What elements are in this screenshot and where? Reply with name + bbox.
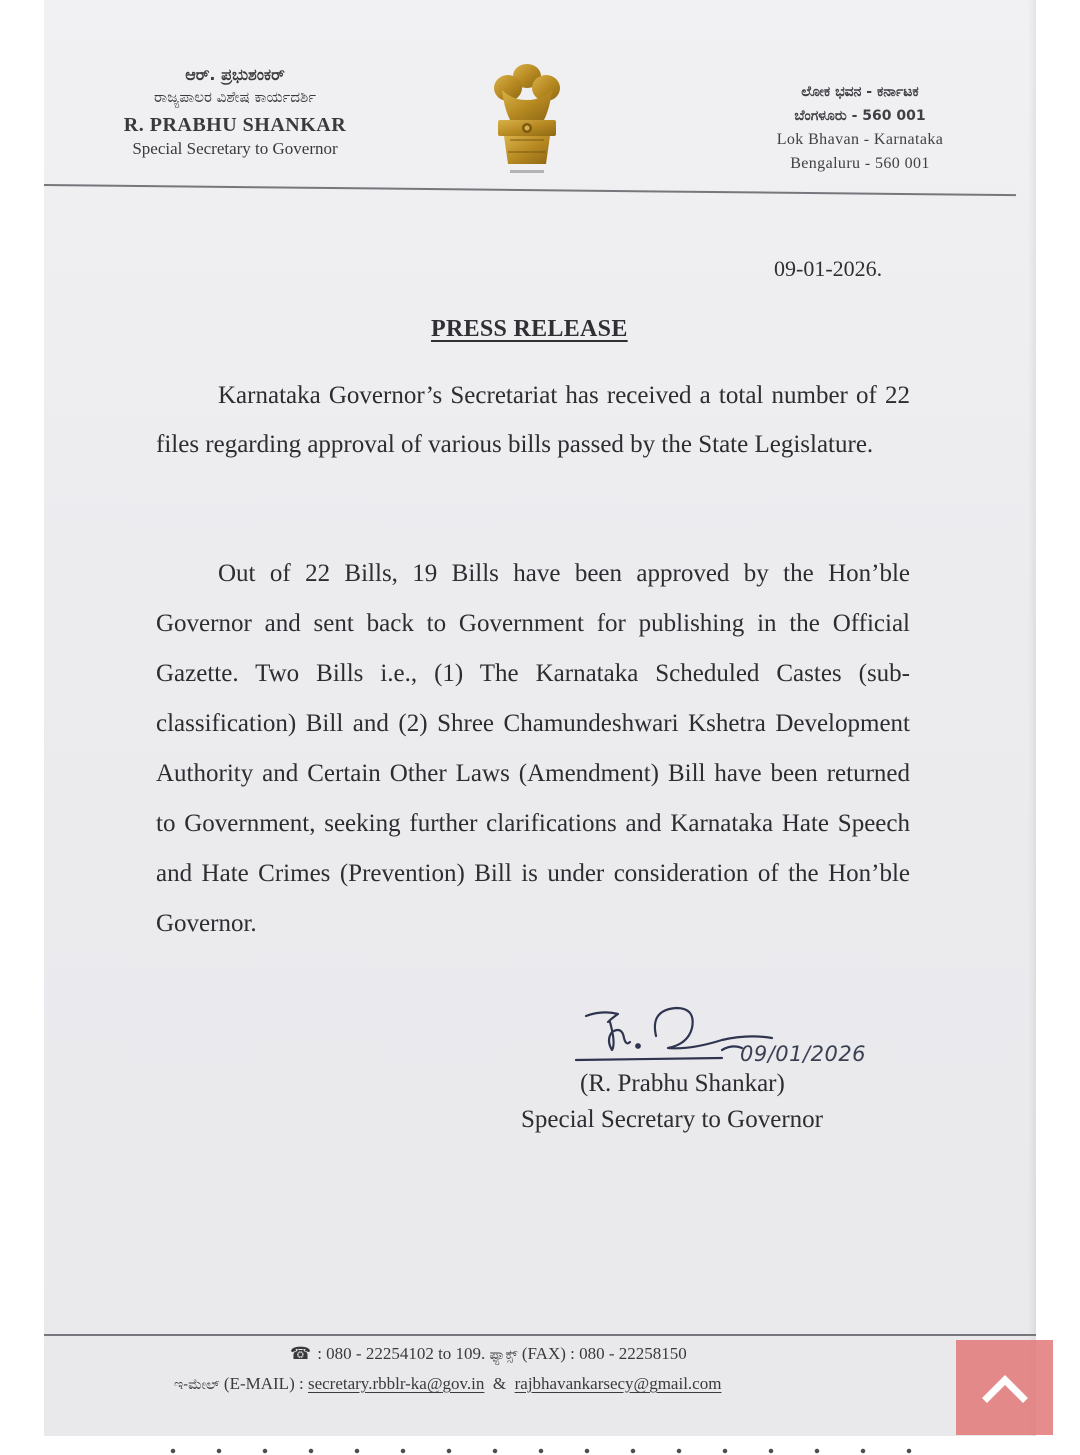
letterhead-address <box>740 80 980 176</box>
email-address-2[interactable]: rajbhavankarsecy@gmail.com <box>514 1374 722 1393</box>
email-label-kannada: ಇ-ಮೇಲ್ <box>174 1377 220 1393</box>
letterhead-sender <box>90 64 380 160</box>
address-place: Lok Bhavan - Karnataka <box>776 131 944 148</box>
email-label: (E-MAIL) : <box>223 1374 304 1393</box>
page-edge-shadow <box>1028 0 1036 1436</box>
ashoka-emblem-icon <box>484 60 570 180</box>
email-separator: & <box>492 1374 507 1393</box>
sender-name: R. PRABHU SHANKAR <box>123 114 347 136</box>
footer-contact-email <box>174 1374 721 1394</box>
signature-date: 09/01/2026 <box>740 1042 867 1066</box>
paragraph-1-text: Karnataka Governor’s Secretariat has received a total number of 22 files regarding approval of various bills passed by the State Legislature. <box>156 382 910 458</box>
signatory-name: (R. Prabhu Shankar) <box>580 1070 785 1097</box>
paragraph-2 <box>156 549 910 949</box>
cut-off-caption-strip <box>0 1436 1080 1455</box>
fax-number: (FAX) : 080 - 22258150 <box>521 1344 687 1363</box>
sender-designation-kannada: ರಾಜ್ಯಪಾಲರ ವಿಶೇಷ ಕಾರ್ಯದರ್ಶಿ <box>153 88 317 106</box>
sender-name-kannada: ಆರ್. ಪ್ರಭುಶಂಕರ್ <box>185 65 285 84</box>
document-date: 09-01-2026. <box>774 256 883 281</box>
letterhead-divider <box>44 184 1016 196</box>
press-release-document <box>44 0 1036 1436</box>
scroll-to-top-button[interactable] <box>956 1340 1053 1435</box>
address-place-kannada: ಲೋಕ ಭವನ - ಕರ್ನಾಟಕ <box>801 84 919 100</box>
footer-divider <box>44 1334 1036 1336</box>
address-city-kannada: ಬೆಂಗಳೂರು - 560 001 <box>794 108 926 124</box>
phone-number: : 080 - 22254102 to 109. <box>317 1344 486 1363</box>
signatory-designation: Special Secretary to Governor <box>521 1106 823 1133</box>
email-address-1[interactable]: secretary.rbblr-ka@gov.in <box>307 1374 485 1393</box>
address-city: Bengaluru - 560 001 <box>790 155 930 172</box>
footer-contact-phone <box>290 1344 687 1364</box>
paragraph-1 <box>156 372 910 469</box>
telephone-icon: ☎ <box>290 1344 312 1364</box>
sender-designation: Special Secretary to Governor <box>132 139 338 158</box>
fax-label-kannada: ಫ್ಯಾಕ್ಸ್ <box>489 1347 518 1363</box>
paragraph-2-text: Out of 22 Bills, 19 Bills have been approved by the Hon’ble Governor and sent back to Government for publishing in the Official Gazette. Two Bills i.e., (1) The Karnataka Scheduled Castes (sub-classification) Bill and (2) Shree Chamundeshwari Kshetra Development Authority and Certain Other Laws (Amendment) Bill have been returned to Government, seeking further clarifications and Karnataka Hate Speech and Hate Crimes (Prevention) Bill is under consideration of the Hon’ble Governor. <box>156 560 910 937</box>
cut-off-caption-text <box>150 1446 950 1455</box>
document-title: PRESS RELEASE <box>431 316 628 342</box>
chevron-up-icon <box>981 1372 1029 1404</box>
